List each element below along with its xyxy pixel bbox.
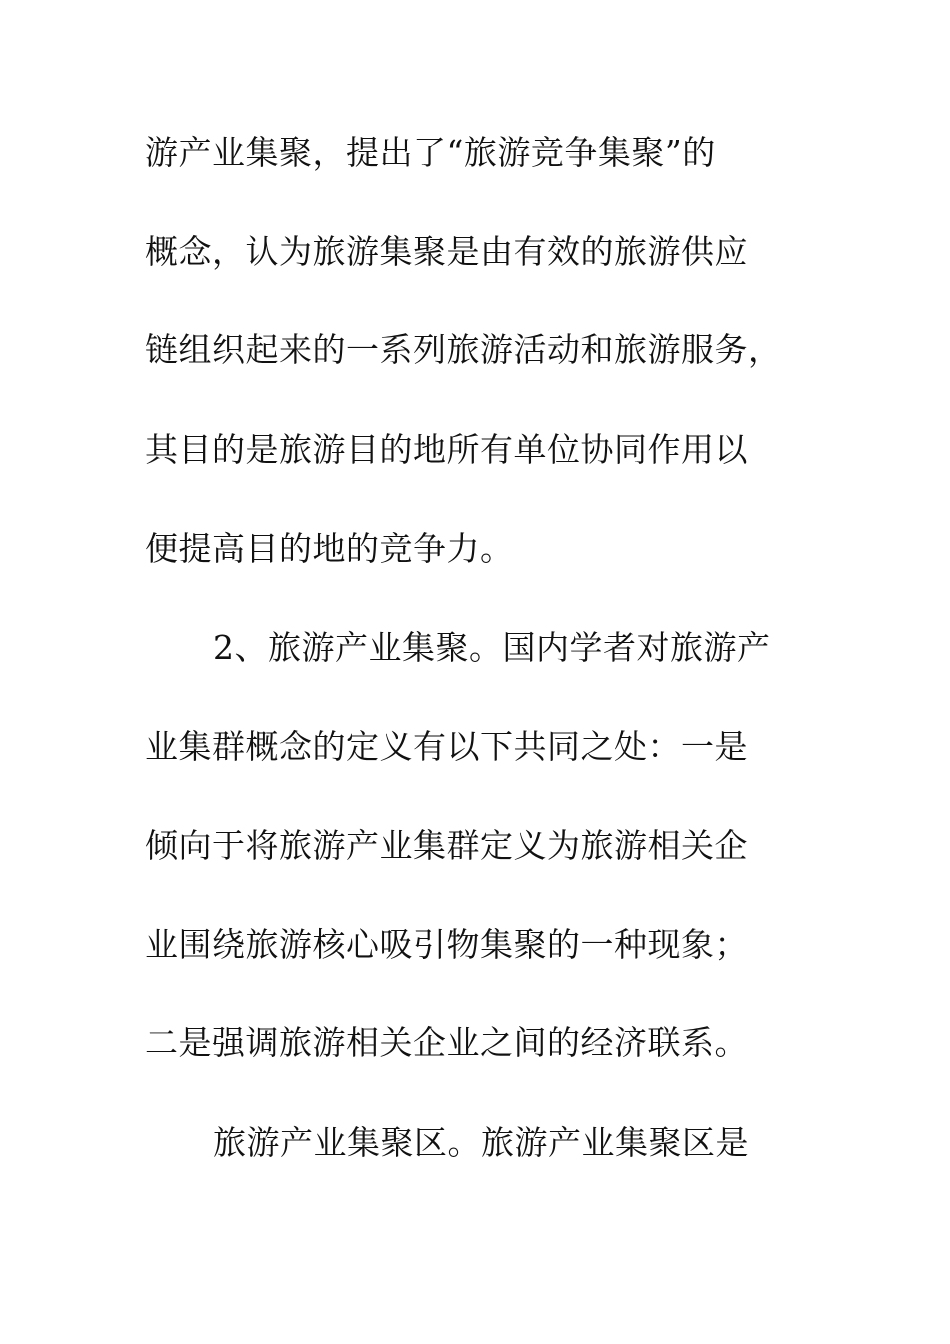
text-line: 游产业集聚，提出了“旅游竞争集聚”的 (145, 133, 716, 172)
text-line: 业围绕旅游核心吸引物集聚的一种现象； (145, 925, 748, 964)
text-line: 业集群概念的定义有以下共同之处：一是 (145, 727, 748, 766)
text-line: 其目的是旅游目的地所有单位协同作用以 (145, 430, 748, 469)
text-line: 倾向于将旅游产业集群定义为旅游相关企 (145, 826, 748, 865)
text-line: 便提高目的地的竞争力。 (145, 529, 514, 568)
paragraph-start-line: 2、旅游产业集聚。国内学者对旅游产 (213, 628, 771, 667)
text-line: 二是强调旅游相关企业之间的经济联系。 (145, 1023, 748, 1062)
text-line: 概念，认为旅游集聚是由有效的旅游供应 (145, 232, 748, 271)
text-line: 链组织起来的一系列旅游活动和旅游服务， (145, 330, 782, 369)
paragraph-start-line: 旅游产业集聚区。旅游产业集聚区是 (213, 1123, 749, 1162)
